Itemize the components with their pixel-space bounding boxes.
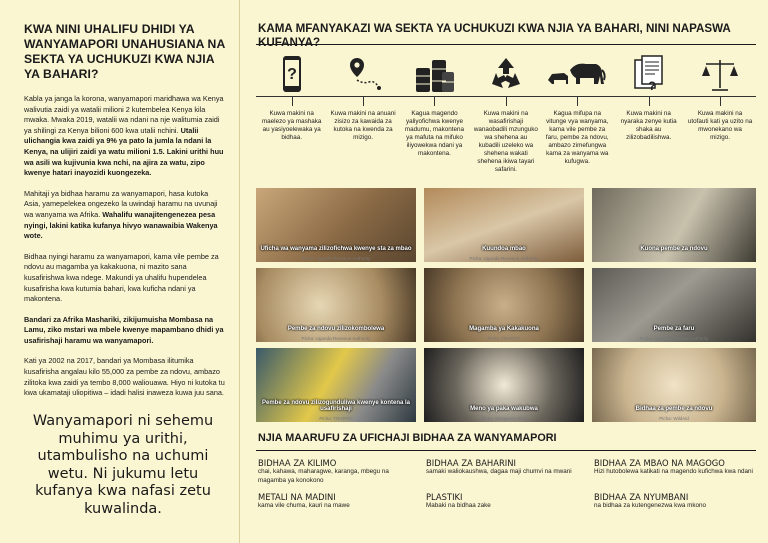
svg-text:?: ? [286, 66, 297, 83]
step-text: Kuwa makini na anuani zisizo za kawaida za kutoka na kwenda za mizigo. [330, 110, 396, 141]
recycle-arrows-icon [470, 52, 541, 96]
photo-removing-wood: Kuundoa mbao Picha: Uganda Revenue Authority [424, 188, 584, 262]
right-title: KAMA MFANYAKAZI WA SEKTA YA UCHUKUZI KWA NJIA YA BAHARI, NINI NAPASWA KUFANYA? [258, 22, 731, 49]
step-text: Kagua magendo yaliyofichwa kwenye madumu, makontena ya mafuta na mifuko iliyowekwa ndani ya makontena. [404, 110, 465, 157]
photo-rhino-horns: Pembe za faru Picha: Uganda Revenue Authority [592, 268, 756, 342]
left-title: KWA NINI UHALIFU DHIDI YA WANYAMAPORI UNAHUSIANA NA SEKTA YA UCHUKUZI KWA NJIA YA BAHARI? [24, 22, 225, 81]
steps-row [256, 52, 756, 180]
barrels-icon [399, 52, 470, 96]
route-agriculture: BIDHAA ZA KILIMO chai, kahawa, maharagwe, karanga, mbegu na magamba ya konokono [258, 458, 389, 484]
svg-text:?: ? [647, 79, 656, 93]
step-text: Kuwa makini na nyaraka zenye kutia shaka au zilizobadilishwa. [620, 110, 677, 141]
paragraph-tourism: Kabla ya janga la korona, wanyamapori maridhawa wa Kenya walivutia zaidi ya watalii milioni 2 kutembelea Kenya kila mwaka. Mwaka 2019, watalii wa ndani na nje walitumia zaidi ya shilingi za Kenya bilioni 600 kwa utalii nchini. Utalii ulichangia kwa zaidi ya 9% ya pato la jumla la ndani la Kenya, na ulijiri zaidi ya watu milioni 1.5. Lakini urithi huu wa asili wa kujivunia kwa nchi, na ajira za watu, zipo kwenye hatari inayozidi kuongezeka. [24, 94, 224, 178]
step [256, 52, 327, 180]
photo-wooden-crate: Uficha wa wanyama zilizofichwa kwenye sta za mbao Picha: Uganda Revenue Authority [256, 188, 416, 262]
step [542, 52, 613, 180]
route-metals: METALI NA MADINI kama vile chuma, kauri na mawe [258, 492, 350, 509]
divider [256, 450, 756, 451]
divider [256, 44, 756, 45]
pull-quote: Wanyamapori ni sehemu muhimu ya urithi, utambulisho na uchumi wetu. Ni jukumu letu kufanya kwa nafasi zetu kuwalinda. [32, 413, 214, 517]
step-text: Kuwa makini na maelezo ya mashaka au yasiyoelewaka ya bidhaa. [261, 110, 322, 141]
route-pin-icon [327, 52, 398, 96]
step-text: Kuwa makini na wasafirishaji wanaobadili mzunguko wa shehena au kubadili uzeleko wa shehena wakati shehena ikiwa tayari safarini. [473, 110, 538, 173]
paragraph-shipping: Bidhaa nyingi haramu za wanyamapori, kama vile pembe za ndovu au magamba ya kakakuona, ni mazito sana kusafirishwa kwa ndege. Makundi ya uhalifu hupendelea kusafirisha kwa kutumia bahari, kwa kuficha ndani ya makontena. [24, 251, 219, 304]
photo-ivory-products: Bidhaa za pembe za ndovu Picha: WildAid [592, 348, 756, 422]
photo-seeing-ivory: Kuona pembe za ndovu [592, 188, 756, 262]
step-text: Kuwa makini na utofauti kati ya uzito na mwonekano wa mizigo. [687, 110, 753, 141]
step [684, 52, 755, 180]
step [399, 52, 470, 180]
routes-title: NJIA MAARUFU ZA UFICHAJI BIDHAA ZA WANYAMAPORI [258, 432, 557, 444]
paragraph-mombasa: Kati ya 2002 na 2017, bandari ya Mombasa ilitumika kusafirisha angalau kilo 55,000 za pembe za ndovu, ambazo zilitoka kwa zaidi ya tembo 8,000 waliouawa. Hiyo ni kutoka tu kwa ukamataji uliopitiwa – idadi halisi inaweza kuwa juu sana. [24, 356, 225, 398]
question-phone-icon [256, 52, 327, 96]
right-column [252, 0, 758, 543]
paragraph-demand: Mahitaji ya bidhaa haramu za wanyamapori, hasa kutoka Asia, yamepelekea ongezeko la uwindaji haramu na uvunaji wa wanyama wa Afrika. Wahalifu wanajitengenezea pesa nyingi, lakini katika kufanya hivyo wanawaibia Wakenya wote. [24, 188, 218, 241]
photo-big-cat-teeth: Meno ya paka wakubwa Picha: Dingaporo KVA [424, 348, 584, 422]
photo-grid [256, 188, 756, 428]
scales-icon [684, 52, 755, 96]
concealment-routes [258, 458, 758, 542]
photo-recovered-ivory: Pembe za ndovu zilizokombolewa Picha: Uganda Revenue Authority [256, 268, 416, 342]
route-timber: BIDHAA ZA MBAO NA MAGOGO Hizi hutobolewa katikati na magendo kufichwa kwa ndani [594, 458, 753, 475]
step [613, 52, 684, 180]
route-marine: BIDHAA ZA BAHARINI samaki waliokaushwa, dagaa maji chumvi na mwani [426, 458, 572, 475]
paragraph-ports: Bandari za Afrika Mashariki, zikijumuisha Mombasa na Lamu, ziko mstari wa mbele kwenye mapambano dhidi ya usafirishaji haramu wa wanyamapori. [24, 314, 224, 345]
photo-container-ivory: Pembe za ndovu zilizogunduliwa kwenye kontena la usafirishaji Picha: TRAFFIC [256, 348, 416, 422]
documents-icon [613, 52, 684, 96]
step [470, 52, 541, 180]
photo-pangolin-scales: Magamba ya Kakakuona Picha: TRAFFIC [424, 268, 584, 342]
route-plastics: PLASTIKI Mabaki na bidhaa zake [426, 492, 491, 509]
route-household: BIDHAA ZA NYUMBANI na bidhaa za kutengenezwa kwa mkono [594, 492, 707, 509]
step-text: Kagua mifupa na vitunge vya wanyama, kama vile pembe za faru, pembe za ndovu, ambazo zimefungwa kama za wanyama wa kufugwa. [545, 110, 609, 165]
step [327, 52, 398, 180]
animals-icon [542, 52, 613, 96]
